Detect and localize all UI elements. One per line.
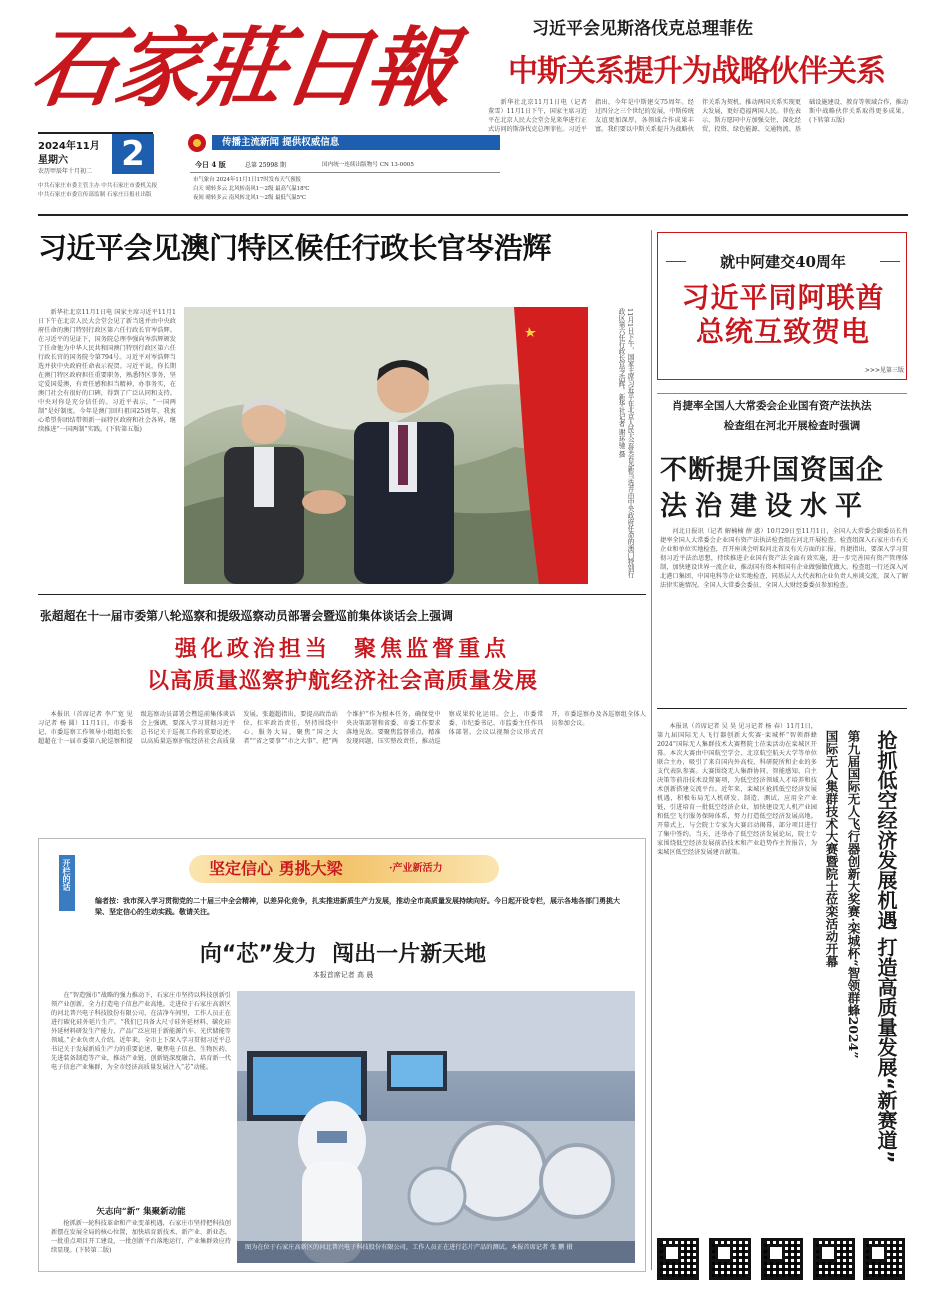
- feature-photo: [237, 991, 635, 1263]
- newspaper-logo: 石家莊日報: [24, 18, 460, 119]
- uae-kicker-line-right: [880, 261, 900, 262]
- macau-photo-caption: 11月1日下午，国家主席习近平在北京人民大会堂会见新当选并由中央政府任命的澳门特别行政区第六任行政长官岑浩辉。新华社记者 谢环驰 摄: [617, 308, 634, 578]
- uae-headline: 习近平同阿联酋总统互致贺电: [681, 281, 885, 348]
- feature-text-2: 抢抓新一轮科技革命和产业变革机遇，石家庄市坚持把科技创新摆在发展全局的核心位置，加快培育新技术、新产业、新业态。一批重点项目开工建设，一批创新平台落地运行，产业集群效应持续显现。(下转第二版): [51, 1220, 231, 1254]
- masthead-divider: [190, 172, 500, 173]
- feature-photo-caption: 图为在位于石家庄高新区的河北普兴电子科技股份有限公司，工作人员正在进行芯片产品的测试。本报首席记者 张 鹏 摄: [245, 1244, 573, 1251]
- qr-code-3[interactable]: [761, 1238, 803, 1280]
- assets-kicker-1: 肖捷率全国人大常委会企业国有资产法执法: [672, 400, 872, 412]
- feature-side-tag-text: 开栏的话: [62, 859, 72, 891]
- feature-body-2: [51, 1219, 231, 1269]
- weather-night: 夜间 晴转多云 南风转北风1～2级 最低气温5℃: [193, 195, 307, 201]
- macau-text: 新华社北京11月1日电 国家主席习近平11月1日下午在北京人民大会堂会见了新当选并由中央政府任命的澳门特别行政区第六任行政长官岑浩辉。在习近平的见证下，国务院总理李强向岑浩辉颁发了任命他为中华人民共和国澳门特别行政区第六任行政长官的国务院令第794号。习近平对岑浩辉当选并获中央政府任命表示祝贺。习近平说，你长期在澳门特区政府担任重要职务，熟悉特区事务，坚定爱国爱澳，有责任感和担当精神，办事务实，在澳门社会有很好的口碑，得到了广泛认同和支持。中央对你是充分信任的。习近平表示，“一国两制”是好制度。今年是澳门回归祖国25周年，我衷心希望你团结带领新一届特区政府和社会各界，继续推进“一国两制”实践。(下转第五版): [38, 309, 176, 433]
- section-rule-2: [38, 594, 646, 595]
- weather-title: 市气象台 2024年11月1日17时发布天气预报: [193, 177, 302, 183]
- drone-body: [657, 722, 817, 1222]
- inspection-headline-1: 强化政治担当 聚焦监督重点: [174, 637, 511, 662]
- uae-box: [657, 232, 907, 380]
- feature-headline: 向“芯”发力 闯出一片新天地: [199, 942, 487, 967]
- feature-photo-illustration: [237, 991, 635, 1263]
- publisher-line-1: 中共石家庄市委主管主办 中共石家庄市委机关报: [38, 183, 158, 189]
- feature-banner-title: 坚定信心 勇挑大梁: [209, 859, 343, 878]
- qr-code-2[interactable]: [709, 1238, 751, 1280]
- drone-headline-1: 抢抓低空经济发展机遇 打造高质量发展“新赛道”: [874, 730, 898, 1164]
- inspection-text: 本报讯（首席记者 李广宽 见习记者 杨 圆）11月1日，市委书记、市委巡察工作领导小组组长张超超在十一届市委第八轮巡察和提级巡察动员部署会暨巡前集体谈话会上强调，要深入学习贯彻习近平总书记关于巡视工作的重要论述，以高质量巡察护航经济社会高质量发展。张超超指出，要提高政治站位，扛牢政治责任，坚持围绕中心、服务大局，聚焦“国之大者”“省之要事”“市之大事”，把“两个维护”作为根本任务，确保党中央决策部署和省委、市委工作要求落地见效。要聚焦监督重点，精准发现问题，压实整改责任，推动巡察成果转化运用。会上，市委常委、市纪委书记、市监委主任作具体部署。会议以视频会议形式召开，市委巡察办及各巡察组全体人员参加会议。: [38, 711, 646, 745]
- assets-headline-2: 法治建设水平: [660, 491, 870, 522]
- date-day-box: [112, 134, 154, 174]
- top-story-headline: 中斯关系提升为战略伙伴关系: [508, 54, 885, 89]
- macau-photo-illustration: [184, 307, 588, 584]
- emblem-icon: [188, 134, 206, 152]
- cn-number: 国内统一连续出版物号 CN 13-0005: [322, 162, 414, 168]
- top-story-kicker: 习近平会见斯洛伐克总理菲佐: [532, 19, 753, 39]
- section-rule-1: [38, 214, 908, 216]
- uae-kicker-line-left: [666, 261, 686, 262]
- drone-text: 本报讯（首席记者 吴 昊 见习记者 杨 春）11月1日，第九届国际无人飞行器创新大奖赛·栾城杯“智领群蜂2024”国际无人集群技术大赛暨院士莅栾活动在栾城区开幕。本次大赛由中国航空学会、北京航空航天大学等单位联合主办，吸引了来自国内外高校、科研院所和企业的多支代表队参赛。大赛围绕无人集群协同、智能感知、自主决策等前沿技术设置赛项，为低空经济领域人才培养和技术创新搭建交流平台。近年来，栾城区抢抓低空经济发展机遇，积极布局无人机研发、制造、测试、应用全产业链，引进培育一批低空经济企业，加快建设无人机产业园和低空飞行服务保障体系，努力打造低空经济发展高地。开幕式上，与会院士专家为大赛启动揭幕，部分项目进行了集中签约。当天，还举办了低空经济发展论坛，院士专家围绕低空经济发展前沿技术和产业趋势作主旨报告，为栾城区低空经济发展建言献策。: [657, 723, 817, 856]
- macau-photo: [184, 307, 588, 584]
- drone-headline-2: 第九届国际无人飞行器创新大奖赛·栾城杯“智领群蜂2024”: [846, 730, 861, 1059]
- drone-top-rule: [657, 708, 907, 709]
- drone-headline-3: 国际无人集群技术大赛暨院士莅栾活动开幕: [824, 730, 839, 968]
- inspection-kicker: 张超超在十一届市委第八轮巡察和提级巡察动员部署会暨巡前集体谈话会上强调: [40, 609, 453, 623]
- qr-code-4[interactable]: [813, 1238, 855, 1280]
- macau-headline: 习近平会见澳门特区候任行政长官岑浩辉: [38, 231, 552, 265]
- top-story: [488, 10, 908, 210]
- date-day: 2: [121, 134, 145, 174]
- feature-byline: 本报首席记者 高 晨: [312, 971, 374, 979]
- inspection-body: [38, 710, 646, 822]
- feature-banner: [189, 855, 499, 883]
- qr-code-5[interactable]: [863, 1238, 905, 1280]
- drone-section: [657, 708, 907, 1298]
- weather-day: 白天 晴转多云 北风转南风1～2级 最高气温18℃: [193, 186, 310, 192]
- assets-body: [660, 527, 908, 703]
- date-lunar: 农历甲辰年十月初二: [38, 168, 93, 175]
- feature-banner-sub: ·产业新活力: [389, 863, 443, 874]
- qr-code-1[interactable]: [657, 1238, 699, 1280]
- column-divider: [651, 230, 652, 1270]
- inspection-headline-2: 以高质量巡察护航经济社会高质量发展: [146, 669, 538, 694]
- publisher-line-2: 中共石家庄市委宣传部监制 石家庄日报社出版: [38, 192, 152, 198]
- assets-headline-1: 不断提升国资国企: [660, 455, 884, 486]
- assets-top-rule: [657, 393, 907, 394]
- slogan: 传播主流新闻 提供权威信息: [222, 137, 340, 148]
- uae-ref: >>>见第三版: [864, 367, 904, 374]
- feature-text: 在“智造强市”战略的强力推动下，石家庄市坚持以科技创新引领产业创新，全力打造电子信息产业高地。走进位于石家庄高新区的河北普兴电子科技股份有限公司，在洁净车间里，工作人员正在进行碳化硅外延片生产。“我们已具备大尺寸硅外延材料、碳化硅外延材料研发生产能力，产品广泛应用于新能源汽车、光伏储能等领域。”企业负责人介绍。近年来，全市上下深入学习贯彻习近平总书记关于发展新质生产力的重要论述，聚焦电子信息、生物医药、先进装备制造等产业，推动产业链、创新链深度融合，培育新一代电子信息产业集群，为全市经济高质量发展注入“芯”动能。: [51, 992, 231, 1071]
- assets-kicker-2: 检查组在河北开展检查时强调: [723, 420, 861, 432]
- pages-count: 今日 4 版: [195, 160, 226, 169]
- macau-body: [38, 308, 176, 580]
- slogan-bar: [212, 135, 500, 150]
- feature-body: [51, 991, 231, 1201]
- issue-number: 总第 25998 期: [245, 162, 286, 169]
- date-weekday: 星期六: [38, 155, 68, 166]
- top-story-body: [488, 98, 908, 206]
- date-year-month: 2024年11月: [38, 141, 100, 152]
- assets-text: 河北日报讯（记者 解楠楠 薛 惠）10月29日至11月1日，全国人大常委会副委员长肖捷率全国人大常委会企业国有资产法执法检查组在河北开展检查。检查组深入石家庄市有关企业和单位实地检查，召开座谈会听取河北省及有关方面的汇报。肖捷指出，要深入学习贯彻习近平法治思想，持续推进企业国有资产法全面有效实施，进一步完善国有资产管理体制，加快建设世界一流企业，推动国有资本和国有企业做强做优做大。检查组一行还深入河北港口集团、中国电科等企业实地检查，同基层人大代表和企业负责人座谈交流，深入了解法律实施情况。全国人大常委会委员、全国人大财经委委员参加检查。: [660, 528, 908, 589]
- feature-side-tag: [59, 855, 75, 911]
- feature-intro: 编者按：我市深入学习贯彻党的二十届三中全会精神，以差异化竞争，扎实推进新质生产力发展，推动全市高质量发展持续向好。今日起开设专栏，展示各地各部门勇挑大梁、坚定信心的生动实践。敬请关注。: [95, 896, 620, 916]
- feature-box: [38, 838, 646, 1272]
- masthead: [0, 0, 500, 205]
- top-story-text: 新华社北京11月1日电（记者 董雪）11月1日下午，国家主席习近平在北京人民大会堂会见来华进行正式访问的斯洛伐克总理菲佐。习近平指出，今年是中斯建交75周年。经过四分之三个世纪的发展，中斯传统友谊更加深厚，各领域合作成果丰富。我们要以中斯关系提升为战略伙伴关系为契机，推动两国关系实现更大发展，更好造福两国人民。菲佐表示，斯方愿同中方加强交往，深化经贸、投资、绿色能源、交通物流、基础设施建设、教育等领域合作，推动斯中战略伙伴关系取得更多成果。(下转第五版): [488, 99, 908, 133]
- uae-kicker: 就中阿建交40周年: [720, 253, 846, 271]
- feature-subhead: 矢志向“新” 集聚新动能: [96, 1207, 186, 1217]
